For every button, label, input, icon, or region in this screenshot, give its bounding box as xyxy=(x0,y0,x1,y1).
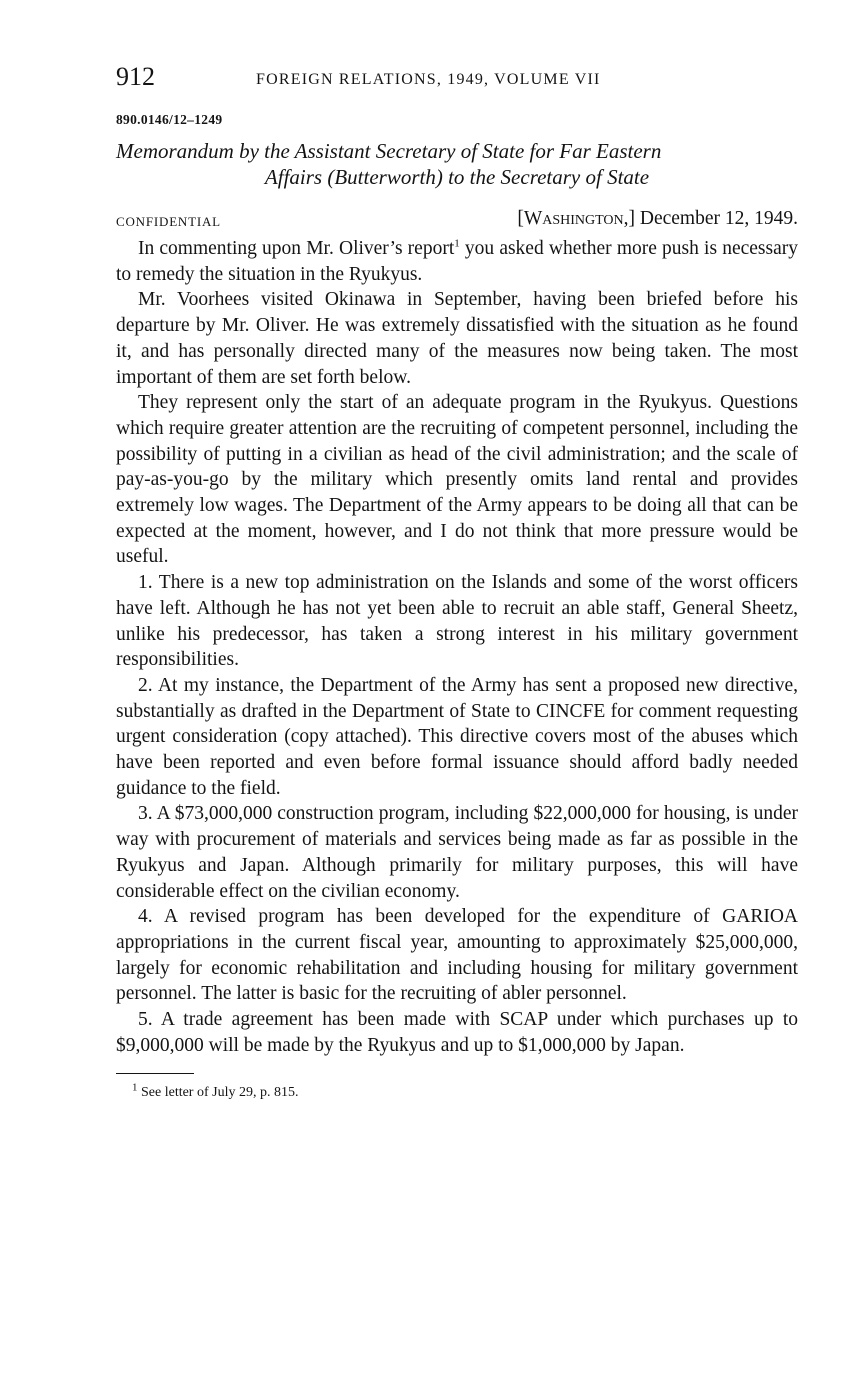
footnote-reference: 1 xyxy=(454,237,460,250)
paragraph-1 xyxy=(116,236,798,287)
date-line xyxy=(517,208,798,230)
list-item-3: 3. A $73,000,000 construction program, including $22,000,000 for housing, is under way with procurement of materials and services being made as far as possible in the Ryukyus and Japan. Although primarily for military purposes, this will have considerable effect on the civilian economy. xyxy=(116,803,798,902)
footnote-marker: 1 xyxy=(132,1080,138,1093)
footnote-text: See letter of July 29, p. 815. xyxy=(137,1084,299,1100)
date-bracket-open: [ xyxy=(517,208,524,229)
paragraph-1-text-a: In commenting upon Mr. Oliver’s report xyxy=(138,238,455,259)
paragraph-2: Mr. Voorhees visited Okinawa in September, having been briefed before his departure by Mr. Oliver. He was extremely dissatisfied with the situation as he found it, and has personally directed many of the measures now being taken. The most important of them are set forth below. xyxy=(116,289,798,388)
running-head-title: FOREIGN RELATIONS, 1949, VOLUME VII xyxy=(256,71,601,88)
dateline xyxy=(116,208,798,234)
paragraph-3: They represent only the start of an adequate program in the Ryukyus. Questions which require greater attention are the recruiting of competent personnel, including the possibility of putting in a civilian as head of the civil administration; and the scale of pay-as-you-go by the military which presently omits land rental and provides extremely low wages. The Department of the Army appears to be doing all that can be expected at the moment, however, and I do not think that more pressure would be useful. xyxy=(116,392,798,568)
document-title-line-1: Memorandum by the Assistant Secretary of State for Far Eastern xyxy=(116,139,662,163)
list-item-4: 4. A revised program has been developed for the expenditure of GARIOA appropriations in the current fiscal year, amounting to approximately $25,000,000, largely for economic rehabilitation and including housing for military government personnel. The latter is basic for the recruiting of abler personnel. xyxy=(116,906,798,1005)
page-number: 912 xyxy=(116,62,155,91)
document-page xyxy=(116,60,798,1102)
footnote-divider xyxy=(116,1073,194,1074)
memorandum-body xyxy=(116,236,798,1059)
date-place: Washington xyxy=(523,208,624,229)
classification-label: CONFIDENTIAL xyxy=(116,214,221,229)
list-item-2: 2. At my instance, the Department of the Army has sent a proposed new directive, substantially as drafted in the Department of State to CINCFE for comment requesting urgent consideration (copy attached). This directive covers most of the abuses which have been reported and even before formal issuance should afford badly needed guidance to the field. xyxy=(116,674,798,799)
date-text: ,] December 12, 1949. xyxy=(623,208,798,229)
document-title-line-2: Affairs (Butterworth) to the Secretary of State xyxy=(264,165,650,189)
paragraph-1-text-b: you asked whether more push is necessary to remedy the situation in the Ryukyus. xyxy=(116,238,798,285)
list-item-5: 5. A trade agreement has been made with SCAP under which purchases up to $9,000,000 will be made by the Ryukyus and up to $1,000,000 by Japan. xyxy=(116,1009,798,1056)
file-number: 890.0146/12–1249 xyxy=(116,112,223,127)
running-head xyxy=(116,60,798,100)
footnote xyxy=(132,1080,798,1102)
list-item-1: 1. There is a new top administration on the Islands and some of the worst officers have left. Although he has not yet been able to recruit an able staff, General Sheetz, unlike his predecessor, has taken a strong interest in his military government responsibilities. xyxy=(116,572,798,671)
document-title xyxy=(116,138,798,190)
